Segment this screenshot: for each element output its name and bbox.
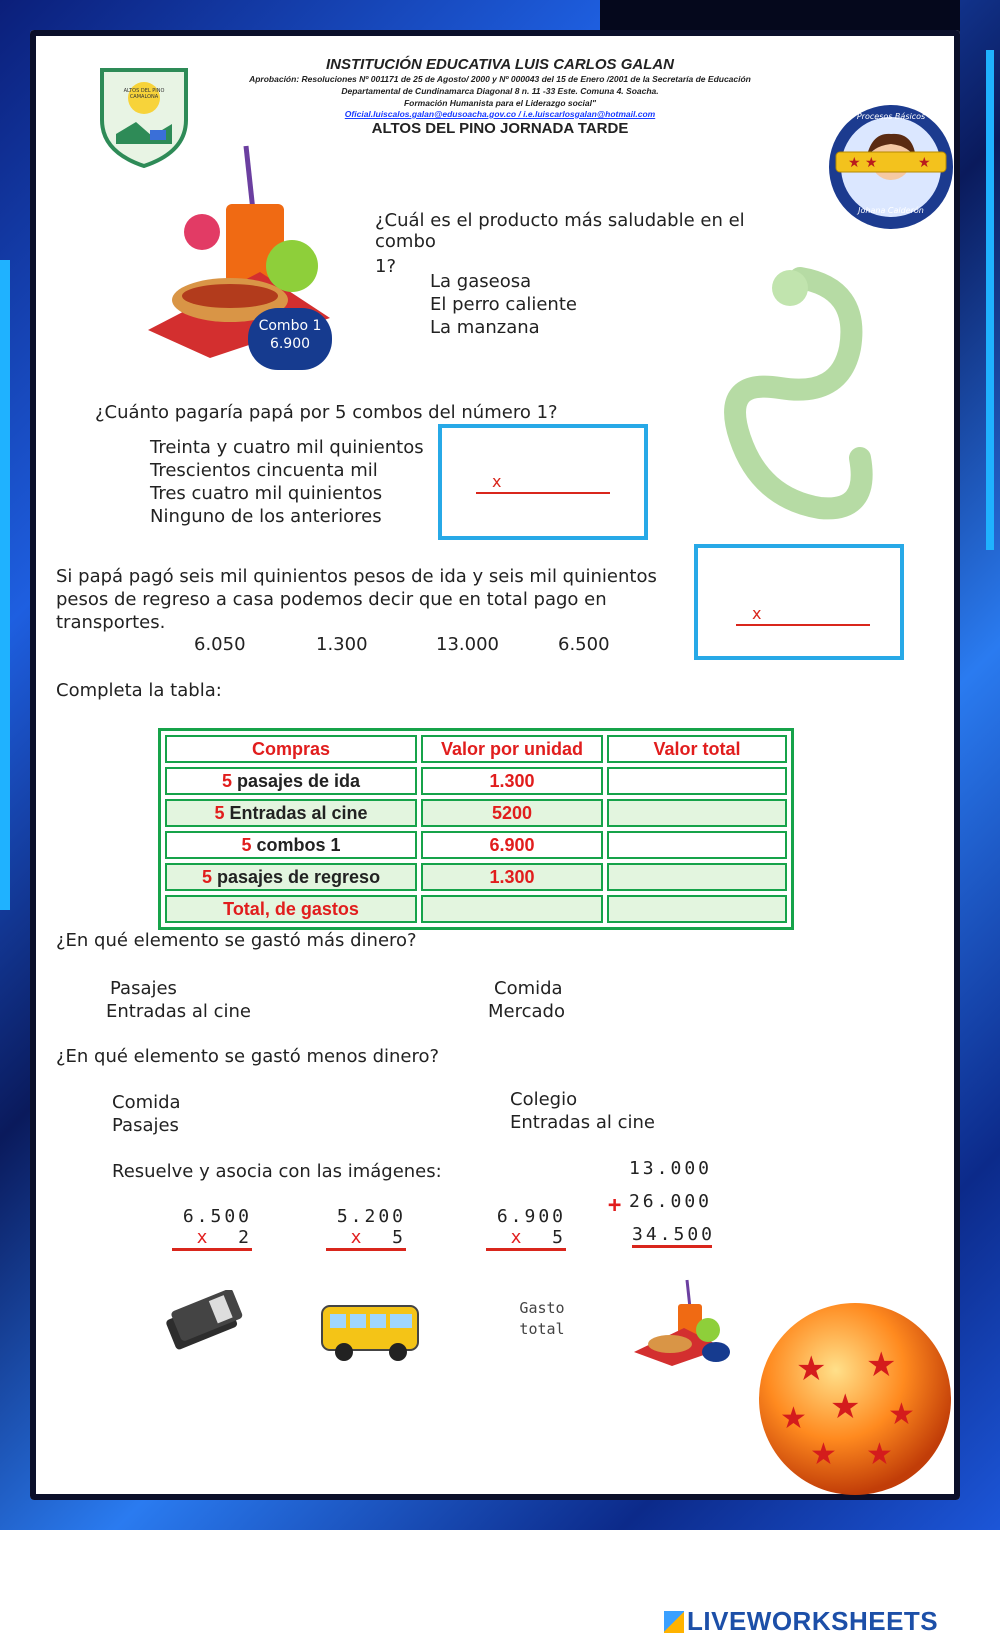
row-qty: 5 [214,802,225,823]
q2-answer-line [476,492,610,494]
q5-option[interactable]: Colegio [510,1089,578,1110]
row-total-input[interactable] [607,863,787,891]
badge-top-text: Procesos Básicos [856,112,926,121]
svg-text:★: ★ [888,1397,915,1432]
q5-option[interactable]: Pasajes [112,1115,179,1136]
q4-question: ¿En qué elemento se gastó más dinero? [56,930,417,951]
table-row [165,767,787,795]
row-qty: 5 [241,834,252,855]
address-text: Departamental de Cundinamarca Diagonal 8 n. 11 -33 Este. Comuna 4. Soacha. [341,86,659,96]
q4-option[interactable]: Entradas al cine [106,1001,251,1022]
row-qty: 5 [201,866,212,887]
email-links[interactable]: Oficial.luiscalos.galan@edusoacha.gov.co / i.e.luiscarlosgalan@hotmail.com [344,109,656,119]
q3-statement-line2: pesos de regreso a casa podemos decir que en total pago en [56,589,607,610]
row-unit-value: 5200 [421,799,603,827]
approval-text: Aprobación: Resoluciones Nº 001171 de 25 de Agosto/ 2000 y Nº 000043 del 15 de Enero /2001 de la Secretaría de Educación [249,74,751,84]
table-row [165,799,787,827]
svg-text:★ ★: ★ ★ [848,155,878,171]
q1-question [375,210,805,277]
q2-question: ¿Cuánto pagaría papá por 5 combos del número 1? [95,402,558,423]
row-unit-value: 6.900 [421,831,603,859]
q5-option[interactable]: Comida [112,1092,181,1113]
q1-option[interactable]: La manzana [430,317,540,338]
school-bus-icon[interactable] [318,1298,426,1364]
addition-result: 34.500 [632,1224,712,1248]
row-item-label: pasajes de ida [236,770,361,791]
mult-top: 6.500 [182,1206,252,1227]
combo-name: Combo 1 [258,318,322,334]
combo-small-icon[interactable] [632,1278,732,1368]
mult-operator: x [350,1227,365,1248]
addend-b-row [608,1191,712,1218]
table-total-row [165,895,787,923]
teacher-badge [826,102,956,232]
dragon-decoration [700,258,890,538]
mult-bottom [326,1227,406,1251]
right-border-stripe [986,50,994,550]
q5-option[interactable]: Entradas al cine [510,1112,655,1133]
header-total-value: Valor total [607,735,787,763]
total-value-input[interactable] [607,895,787,923]
table-instruction: Completa la tabla: [56,680,222,701]
resolve-instruction: Resuelve y asocia con las imágenes: [112,1161,442,1182]
addition-operator: + [608,1193,625,1218]
gasto-line1: Gasto [519,1299,565,1317]
table-row [165,863,787,891]
q3-option[interactable]: 6.500 [558,634,610,655]
q2-answer-mark: x [492,472,502,491]
q4-option[interactable]: Pasajes [110,978,177,999]
left-border-stripe [0,260,10,910]
multiplication-2 [326,1206,406,1251]
row-total-input[interactable] [607,831,787,859]
q2-options [150,436,424,528]
liveworksheets-brand[interactable] [664,1606,964,1636]
q2-option[interactable]: Tres cuatro mil quinientos [150,483,383,504]
shield-caption: ALTOS DEL PINO CAMALONA [123,88,165,100]
q3-statement [56,565,672,634]
row-unit-value: 1.300 [421,863,603,891]
svg-text:★: ★ [866,1345,897,1385]
mult-top: 5.200 [336,1206,406,1227]
mult-bottom [486,1227,566,1251]
addend-a: 13.000 [628,1158,712,1179]
combo-price-tag [248,308,332,370]
mult-operator: x [510,1227,525,1248]
row-item [165,863,417,891]
table-header-row [165,735,787,763]
q2-option[interactable]: Treinta y cuatro mil quinientos [150,437,424,458]
q1-question-line1: ¿Cuál es el producto más saludable en el combo [375,210,745,252]
q3-answer-mark: x [752,604,762,623]
purchases-table [158,728,794,930]
row-item [165,799,417,827]
row-item-label: pasajes de regreso [216,866,381,887]
q5-question: ¿En qué elemento se gastó menos dinero? [56,1046,440,1067]
q1-options [430,270,577,339]
combo-price: 6.900 [269,336,311,352]
q4-option[interactable]: Mercado [488,1001,565,1022]
svg-text:★: ★ [918,155,931,171]
gasto-line2: total [519,1320,565,1338]
addend-b: 26.000 [628,1191,712,1212]
row-unit-value: 1.300 [421,767,603,795]
header-compras: Compras [165,735,417,763]
total-unit-input[interactable] [421,895,603,923]
liveworksheets-wordmark: LIVEWORKSHEETS [687,1606,939,1636]
q4-option[interactable]: Comida [494,978,563,999]
total-expense-label[interactable] [512,1298,572,1340]
multiplication-3 [486,1206,566,1251]
mult-factor: 2 [238,1227,252,1248]
q2-option[interactable]: Ninguno de los anteriores [150,506,382,527]
q1-option[interactable]: El perro caliente [430,294,577,315]
q2-option[interactable]: Trescientos cincuenta mil [150,460,378,481]
row-item-label: combos 1 [256,834,341,855]
svg-text:★: ★ [830,1387,861,1427]
total-label: Total, de gastos [165,895,417,923]
q3-option[interactable]: 1.300 [316,634,368,655]
header-unit-value: Valor por unidad [421,735,603,763]
campus-title: ALTOS DEL PINO JORNADA TARDE [371,120,629,137]
row-total-input[interactable] [607,799,787,827]
q3-statement-line1: Si papá pagó seis mil quinientos pesos de ida y seis mil quinientos [56,566,657,587]
svg-text:★: ★ [780,1401,807,1436]
q2-answer-box[interactable] [438,424,648,540]
mult-factor: 5 [552,1227,566,1248]
q3-option[interactable]: 6.050 [194,634,246,655]
row-item-label: Entradas al cine [229,802,368,823]
liveworksheets-logo-icon [664,1611,684,1633]
q1-question-line2: 1? [375,256,397,277]
row-item [165,767,417,795]
q3-answer-line [736,624,870,626]
multiplication-1 [172,1206,252,1251]
q3-statement-line3: transportes. [56,612,166,633]
svg-text:★: ★ [796,1349,827,1389]
svg-text:★: ★ [866,1437,893,1472]
q3-option[interactable]: 13.000 [436,634,499,655]
mult-bottom [172,1227,252,1251]
mult-top: 6.900 [496,1206,566,1227]
mult-factor: 5 [392,1227,406,1248]
q3-answer-box[interactable] [694,544,904,660]
mult-operator: x [196,1227,211,1248]
row-qty: 5 [221,770,232,791]
addition-operation [608,1158,716,1248]
table-row [165,831,787,859]
row-item [165,831,417,859]
institution-name: INSTITUCIÓN EDUCATIVA LUIS CARLOS GALAN [325,56,675,73]
badge-bottom-text: Johana Calderón [858,206,924,215]
q1-option[interactable]: La gaseosa [430,271,532,292]
row-total-input[interactable] [607,767,787,795]
dragon-ball-decoration [756,1300,954,1498]
motto-text: Formación Humanista para el Liderazgo social" [403,98,597,108]
cinema-tickets-icon[interactable] [160,1290,250,1352]
svg-text:★: ★ [810,1437,837,1472]
